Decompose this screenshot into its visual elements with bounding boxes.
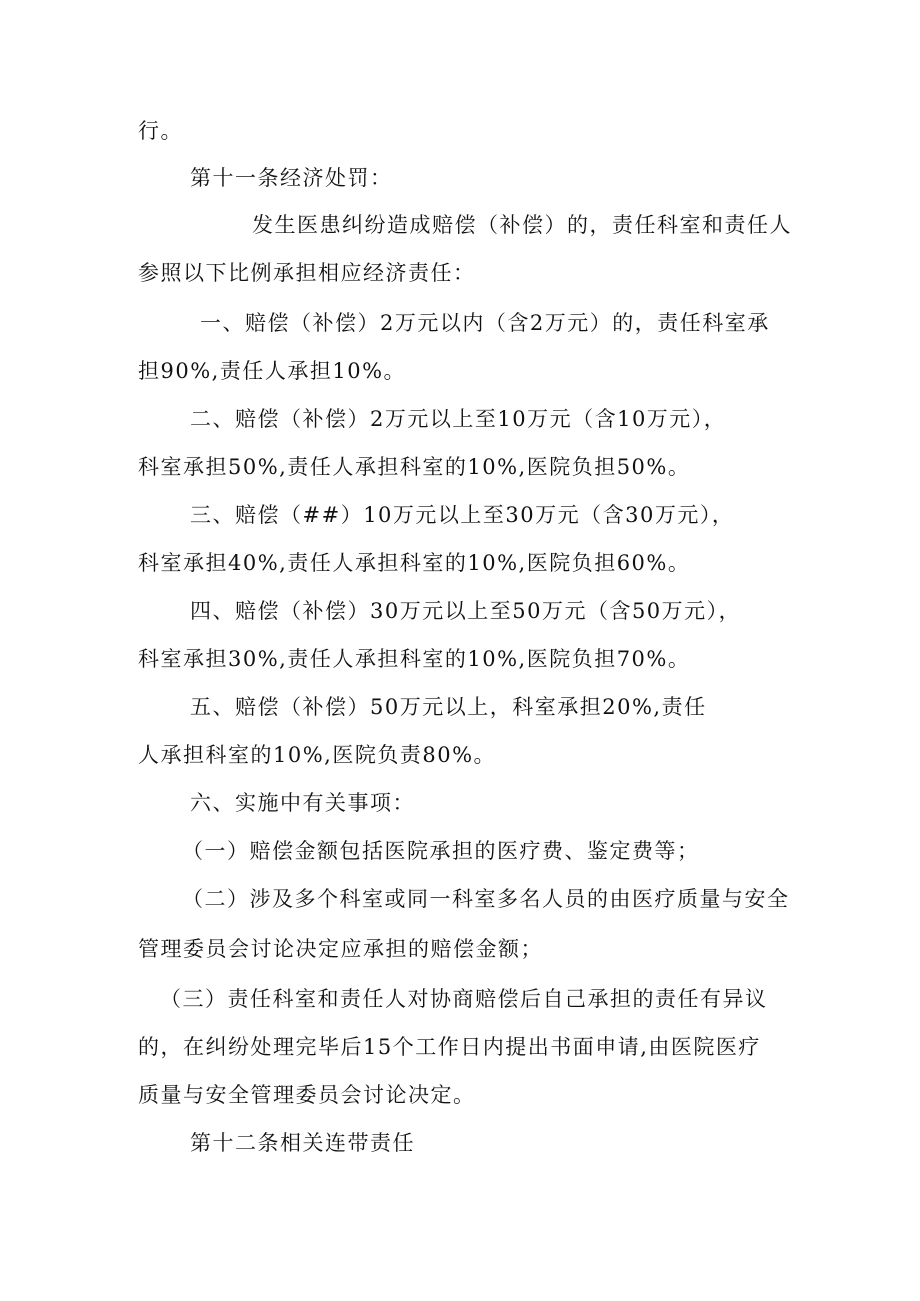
item-5-line-2: 人承担科室的10%,医院负责80%。 <box>138 743 497 767</box>
subitem-3-line-2: 的，在纠纷处理完毕后15个工作日内提出书面申请,由医院医疗 <box>138 1035 761 1059</box>
item-4-line-1: 四、赔偿（补偿）30万元以上至50万元（含50万元）， <box>190 599 742 623</box>
subitem-3-line-1: （三）责任科室和责任人对协商赔偿后自己承担的责任有异议 <box>160 987 768 1011</box>
subitem-1: （一）赔偿金额包括医院承担的医疗费、鉴定费等； <box>182 839 700 863</box>
article-12-heading: 第十二条相关连带责任 <box>190 1131 415 1155</box>
item-3-line-2: 科室承担40%,责任人承担科室的10%,医院负担60%。 <box>138 551 691 575</box>
item-2-line-2: 科室承担50%,责任人承担科室的10%,医院负担50%。 <box>138 455 691 479</box>
article-11-heading: 第十一条经济处罚： <box>190 166 393 190</box>
subitem-2-line-1: （二）涉及多个科室或同一科室多名人员的由医疗质量与安全 <box>182 887 790 911</box>
subitem-3-line-3: 质量与安全管理委员会讨论决定。 <box>138 1083 476 1107</box>
item-4-line-2: 科室承担30%,责任人承担科室的10%,医院负担70%。 <box>138 647 691 671</box>
item-1-line-2: 担90%,责任人承担10%。 <box>138 359 407 383</box>
text-line-3: 发生医患纠纷造成赔偿（补偿）的，责任科室和责任人 <box>252 213 792 237</box>
item-3-line-1: 三、赔偿（##）10万元以上至30万元（含30万元）， <box>190 503 735 527</box>
subitem-2-line-2: 管理委员会讨论决定应承担的赔偿金额； <box>138 937 543 961</box>
text-line-4: 参照以下比例承担相应经济责任： <box>138 261 476 285</box>
item-2-line-1: 二、赔偿（补偿）2万元以上至10万元（含10万元）， <box>190 407 727 431</box>
item-6-heading: 六、实施中有关事项： <box>190 791 415 815</box>
item-5-line-1: 五、赔偿（补偿）50万元以上，科室承担20%,责任 <box>190 695 707 719</box>
item-1-line-1: 一、赔偿（补偿）2万元以内（含2万元）的，责任科室承 <box>200 311 770 335</box>
text-line-1: 行。 <box>138 119 183 143</box>
